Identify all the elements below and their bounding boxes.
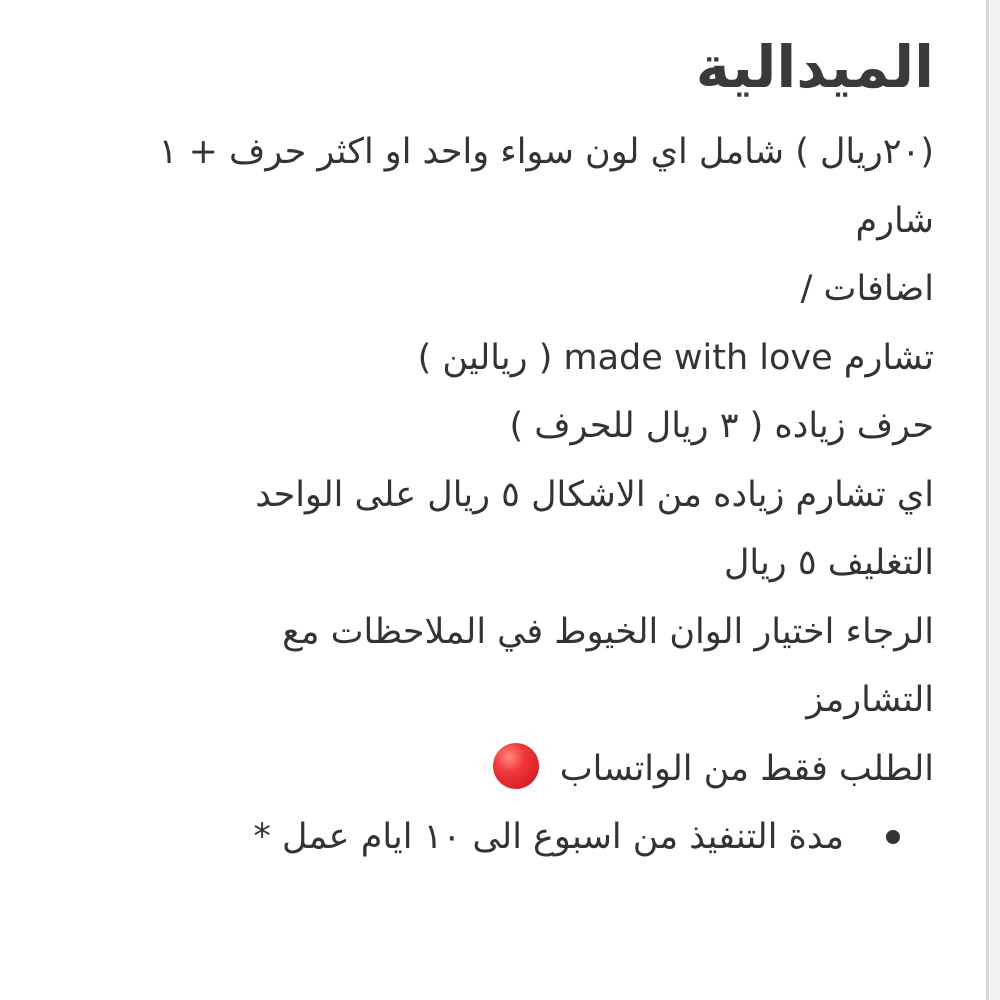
description-content xyxy=(74,22,934,872)
description-line-thread-colors: الرجاء اختيار الوان الخيوط في الملاحظات مع xyxy=(282,611,934,652)
description-line-addons: اضافات / xyxy=(800,269,934,309)
description-line-extra-letter: حرف زياده ( ٣ ريال للحرف ) xyxy=(509,406,934,446)
bullet-icon xyxy=(886,830,900,844)
description-line-extra-charm: اي تشارم زياده من الاشكال ٥ ريال على الواحد xyxy=(255,474,934,515)
description-line-charms: التشارمز xyxy=(806,680,934,720)
page-title: الميدالية xyxy=(695,33,934,101)
description-line-charm-made-with-love: تشارم made with love ( ريالين ) xyxy=(417,337,934,378)
description-line-price: (٢٠ريال ) شامل اي لون سواء واحد او اكثر حرف + ١ xyxy=(158,132,934,172)
list-item xyxy=(74,803,934,872)
order-note xyxy=(74,735,934,804)
scrollbar[interactable] xyxy=(986,0,1000,1000)
red-circle-icon xyxy=(493,743,539,789)
description-line-charm: شارم xyxy=(855,200,934,241)
description-line-wrapping: التغليف ٥ ريال xyxy=(723,543,934,583)
order-note-text: الطلب فقط من الواتساب xyxy=(559,748,934,789)
list-item-text: مدة التنفيذ من اسبوع الى ١٠ ايام عمل * xyxy=(253,817,844,857)
